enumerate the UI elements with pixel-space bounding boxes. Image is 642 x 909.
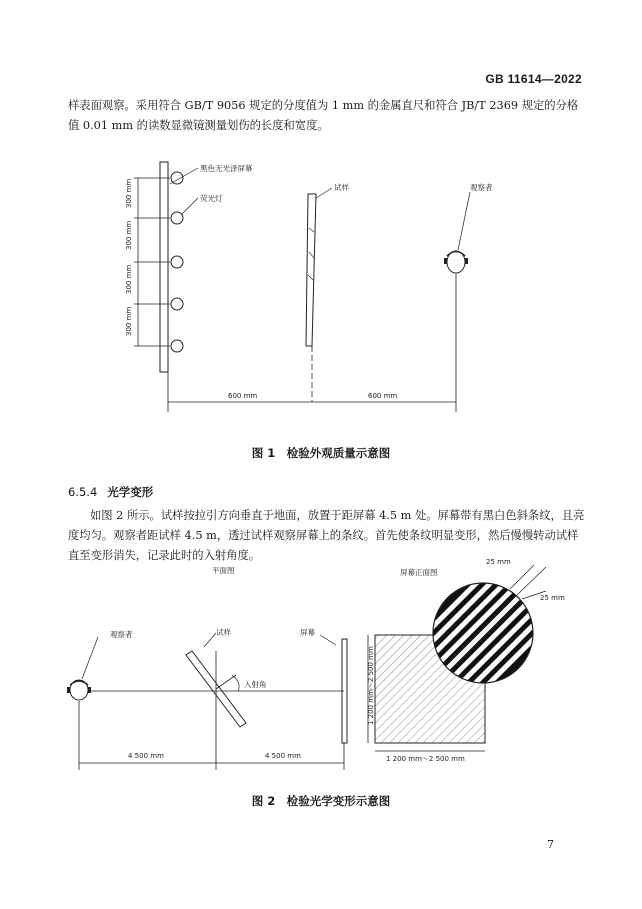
section-heading xyxy=(68,484,153,500)
stripe-dim-label: 25 mm xyxy=(540,594,565,602)
section-number: 6.5.4 xyxy=(68,485,98,499)
plan-title: 平面图 xyxy=(212,566,235,575)
distance-label: 4 500 mm xyxy=(128,752,164,760)
paragraph-line: 值 0.01 mm 的读数显微镜测量划伤的长度和宽度。 xyxy=(68,119,329,132)
observer-icon xyxy=(67,680,91,700)
paragraph-line: 如图 2 所示。试样按拉引方向垂直于地面，放置于距屏幕 4.5 m 处。屏幕带有黑白色斜条纹，且亮 xyxy=(90,509,585,522)
distance-label: 600 mm xyxy=(228,392,258,400)
lamp-icon xyxy=(171,340,183,352)
paragraph-line: 样表面观察。采用符合 GB/T 9056 规定的分度值为 1 mm 的金属直尺和符合 JB/T 2369 规定的分格 xyxy=(68,99,579,112)
sample-plate xyxy=(306,194,316,346)
observer-icon xyxy=(444,251,468,273)
sample-label: 试样 xyxy=(216,628,231,637)
screen-label: 黑色无光泽屏幕 xyxy=(200,164,253,173)
spacing-label: 300 mm xyxy=(125,306,133,336)
lamp-icon xyxy=(171,256,183,268)
front-title: 屏幕正面图 xyxy=(400,568,438,577)
screen-label: 屏幕 xyxy=(300,628,315,637)
distance-label: 600 mm xyxy=(368,392,398,400)
spacing-label: 300 mm xyxy=(125,220,133,250)
paragraph-measurement xyxy=(68,96,588,136)
standard-number: GB 11614—2022 xyxy=(485,72,582,86)
spacing-label: 300 mm xyxy=(125,178,133,208)
section-title: 光学变形 xyxy=(107,485,154,499)
lamp-icon xyxy=(171,298,183,310)
page-number: 7 xyxy=(547,838,554,851)
figure-1-caption: 图 1 检验外观质量示意图 xyxy=(251,446,391,460)
figure-1-diagram xyxy=(0,140,642,430)
sample-label: 试样 xyxy=(334,183,349,192)
paragraph-line: 度均匀。观察者距试样 4.5 m，透过试样观察屏幕上的条纹。首先使条纹明显变形，然后慢慢转动试样 xyxy=(68,529,579,542)
screen-size-h: 1 200 mm～2 500 mm xyxy=(386,755,465,763)
figure-2-diagram xyxy=(0,555,642,785)
observer-label: 观察者 xyxy=(110,630,133,639)
stripe-dim-label: 25 mm xyxy=(486,558,511,566)
spacing-label: 300 mm xyxy=(125,264,133,294)
lamp-icon xyxy=(171,212,183,224)
paragraph-line: 直至变形消失，记录此时的入射角度。 xyxy=(68,549,261,562)
angle-label: 入射角 xyxy=(244,680,267,689)
lamp-label: 荧光灯 xyxy=(200,194,223,203)
figure-2-caption: 图 2 检验光学变形示意图 xyxy=(251,794,391,808)
observer-label: 观察者 xyxy=(470,183,493,192)
screen-board xyxy=(160,162,168,372)
lamp-group xyxy=(171,172,183,352)
screen-size-v: 1 200 mm～2 500 mm xyxy=(367,646,375,725)
distance-label: 4 500 mm xyxy=(265,752,301,760)
